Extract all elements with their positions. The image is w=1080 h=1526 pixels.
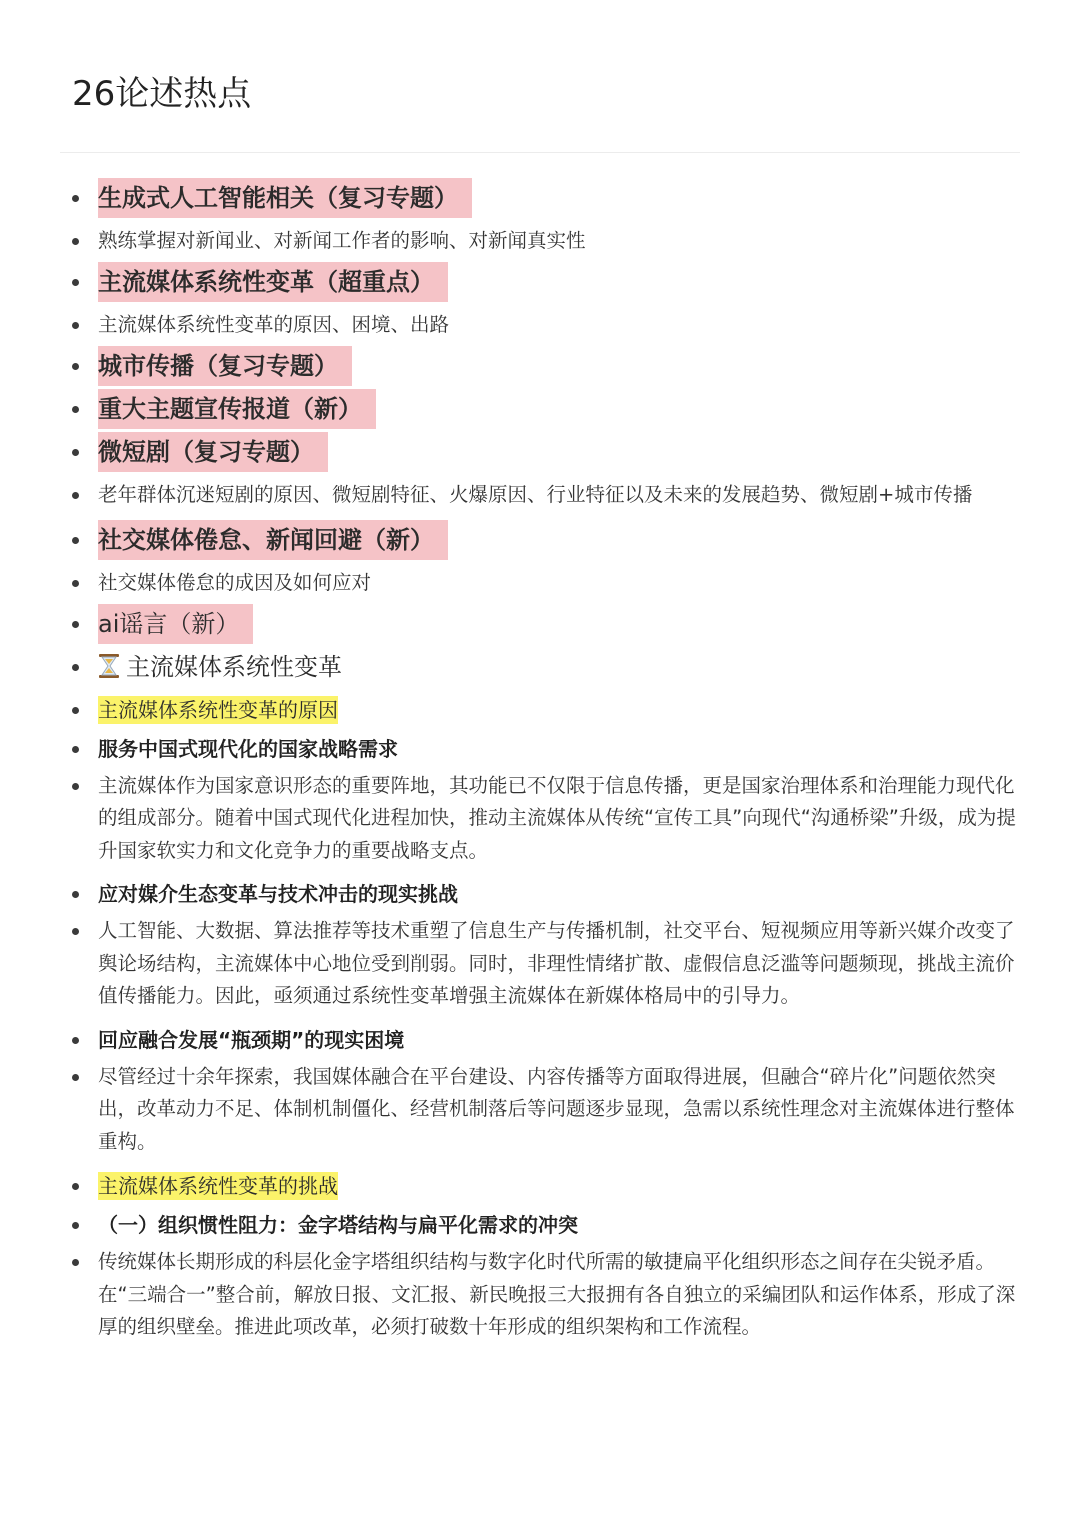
yellow-highlight: 主流媒体系统性变革的原因	[98, 697, 338, 722]
list-item: 服务中国式现代化的国家战略需求	[0, 730, 1080, 770]
highlighted-heading: 微短剧（复习专题）	[98, 432, 328, 472]
list-item	[0, 647, 1080, 690]
yellow-highlight: 主流媒体系统性变革的挑战	[98, 1174, 338, 1198]
page-title: 26论述热点	[72, 74, 252, 114]
list-item	[0, 604, 1080, 647]
list-item: 尽管经过十余年探索，我国媒体融合在平台建设、内容传播等方面取得进展，但融合“碎片化”问题依然突出，改革动力不足、体制机制僵化、经营机制落后等问题逐步显现，急需以系统性理念对主流媒体进行整体重构。	[0, 1061, 1080, 1159]
notes-list	[0, 178, 1080, 1352]
list-item: （一）组织惯性阻力：金字塔结构与扁平化需求的冲突	[0, 1206, 1080, 1246]
highlighted-heading: ai谣言（新）	[98, 604, 253, 644]
list-item: 熟练掌握对新闻业、对新闻工作者的影响、对新闻真实性	[0, 221, 1080, 262]
highlighted-heading: 城市传播（复习专题）	[98, 346, 352, 386]
list-item	[0, 520, 1080, 563]
hourglass-icon	[98, 653, 120, 679]
list-item	[0, 346, 1080, 389]
list-item: 社交媒体倦怠的成因及如何应对	[0, 563, 1080, 604]
list-item: 人工智能、大数据、算法推荐等技术重塑了信息生产与传播机制，社交平台、短视频应用等新兴媒介改变了舆论场结构，主流媒体中心地位受到削弱。同时，非理性情绪扩散、虚假信息泛滥等问题频现，挑战主流价值传播能力。因此，亟须通过系统性变革增强主流媒体在新媒体格局中的引导力。	[0, 915, 1080, 1013]
list-item: 主流媒体系统性变革的原因、困境、出路	[0, 305, 1080, 346]
list-item	[0, 262, 1080, 305]
divider	[60, 152, 1020, 153]
list-item: 主流媒体作为国家意识形态的重要阵地，其功能已不仅限于信息传播，更是国家治理体系和治理能力现代化的组成部分。随着中国式现代化进程加快，推动主流媒体从传统“宣传工具”向现代“沟通桥梁”升级，成为提升国家软实力和文化竞争力的重要战略支点。	[0, 770, 1080, 868]
highlighted-heading: 生成式人工智能相关（复习专题）	[98, 178, 472, 218]
list-item	[0, 432, 1080, 475]
list-item: 传统媒体长期形成的科层化金字塔组织结构与数字化时代所需的敏捷扁平化组织形态之间存在尖锐矛盾。在“三端合一”整合前，解放日报、文汇报、新民晚报三大报拥有各自独立的采编团队和运作体系，形成了深厚的组织壁垒。推进此项改革，必须打破数十年形成的组织架构和工作流程。	[0, 1246, 1080, 1344]
section-heading: 主流媒体系统性变革	[126, 652, 342, 681]
highlighted-heading: 重大主题宣传报道（新）	[98, 389, 376, 429]
list-item: 应对媒介生态变革与技术冲击的现实挑战	[0, 875, 1080, 915]
list-item	[0, 690, 1080, 730]
list-item	[0, 389, 1080, 432]
list-item: 回应融合发展“瓶颈期”的现实困境	[0, 1021, 1080, 1061]
list-item	[0, 178, 1080, 221]
list-item: 老年群体沉迷短剧的原因、微短剧特征、火爆原因、行业特征以及未来的发展趋势、微短剧+城市传播	[0, 479, 1080, 512]
highlighted-heading: 主流媒体系统性变革（超重点）	[98, 262, 448, 302]
list-item	[0, 1166, 1080, 1206]
highlighted-heading: 社交媒体倦怠、新闻回避（新）	[98, 520, 448, 560]
